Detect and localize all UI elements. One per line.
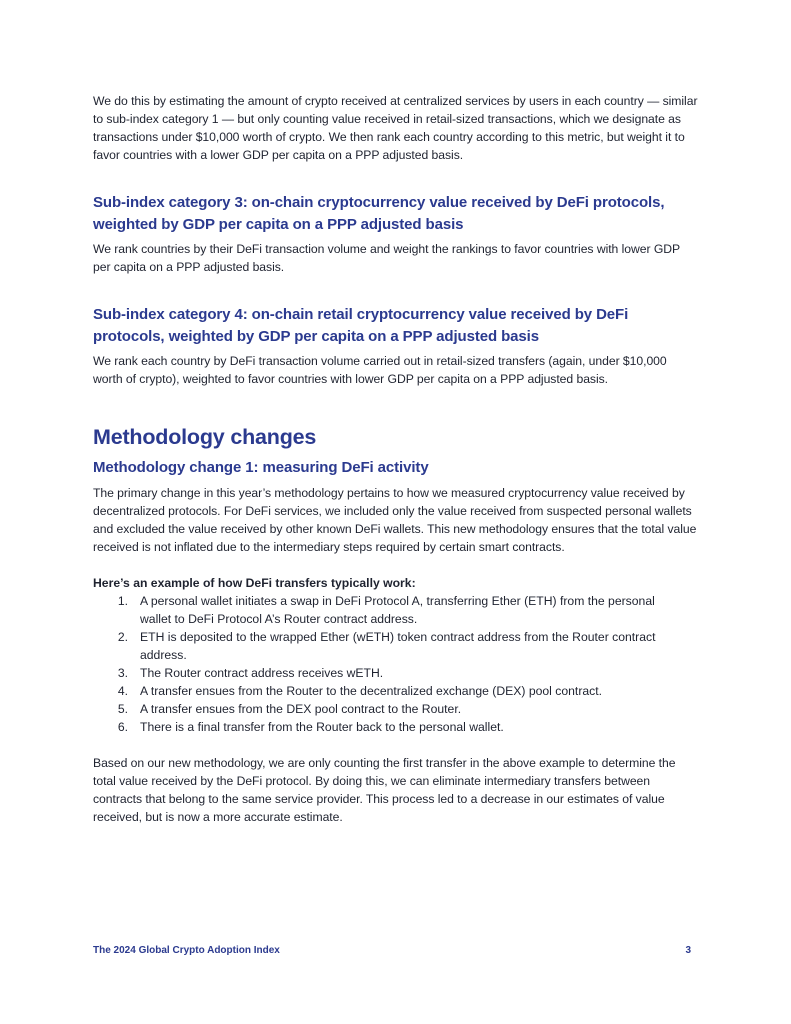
transfer-steps-list	[93, 592, 698, 736]
list-item: 6. There is a final transfer from the Router back to the personal wallet.	[117, 720, 504, 734]
list-item: 4. A transfer ensues from the Router to the decentralized exchange (DEX) pool contract.	[117, 684, 603, 698]
page-content	[93, 92, 698, 826]
list-item: 2. ETH is deposited to the wrapped Ether (wETH) token contract address from the Router contract address.	[117, 630, 656, 662]
subindex-4-body: We rank each country by DeFi transaction volume carried out in retail-sized transfers (again, under $10,000 worth of crypto), weighted to favor countries with lower GDP per capita on a PPP adjusted basis.	[93, 354, 667, 386]
conclusion-paragraph: Based on our new methodology, we are only counting the first transfer in the above example to determine the total value received by the DeFi protocol. By doing this, we can eliminate intermediary transfers between contracts that belong to the same service provider. This process led to a decrease in our estimates of value received, but is now a more accurate estimate.	[93, 756, 676, 824]
methodology-change-1-heading: Methodology change 1: measuring DeFi activity	[93, 459, 429, 476]
page-number: 3	[685, 945, 691, 956]
subindex-4-heading: Sub-index category 4: on-chain retail cryptocurrency value received by DeFi protocols, weighted by GDP per capita on a PPP adjusted basis	[93, 306, 629, 345]
subindex-3-body: We rank countries by their DeFi transaction volume and weight the rankings to favor countries with lower GDP per capita on a PPP adjusted basis.	[93, 242, 680, 274]
list-item: 1. A personal wallet initiates a swap in DeFi Protocol A, transferring Ether (ETH) from the personal wallet to DeFi Protocol A’s Router contract address.	[117, 594, 655, 626]
list-item: 3. The Router contract address receives wETH.	[117, 666, 384, 680]
footer-title: The 2024 Global Crypto Adoption Index	[93, 945, 280, 956]
example-heading: Here’s an example of how DeFi transfers typically work:	[93, 576, 416, 590]
subindex-3-heading: Sub-index category 3: on-chain cryptocurrency value received by DeFi protocols, weighted by GDP per capita on a PPP adjusted basis	[93, 194, 665, 233]
page-footer	[93, 945, 691, 956]
methodology-change-1-body: The primary change in this year’s methodology pertains to how we measured cryptocurrency value received by decentralized protocols. For DeFi services, we included only the value received from suspected personal wallets and excluded the value received by other known DeFi wallets. This new methodology ensures that the total value received is not inflated due to the intermediary steps required by certain smart contracts.	[93, 486, 697, 554]
methodology-changes-title: Methodology changes	[93, 425, 317, 449]
intro-paragraph: We do this by estimating the amount of crypto received at centralized services by users in each country — similar to sub-index category 1 — but only counting value received in retail-sized transactions, which we designate as transactions under $10,000 worth of crypto. We then rank each country according to this metric, but weight it to favor countries with a lower GDP per capita on a PPP adjusted basis.	[93, 94, 698, 162]
list-item: 5. A transfer ensues from the DEX pool contract to the Router.	[117, 702, 462, 716]
